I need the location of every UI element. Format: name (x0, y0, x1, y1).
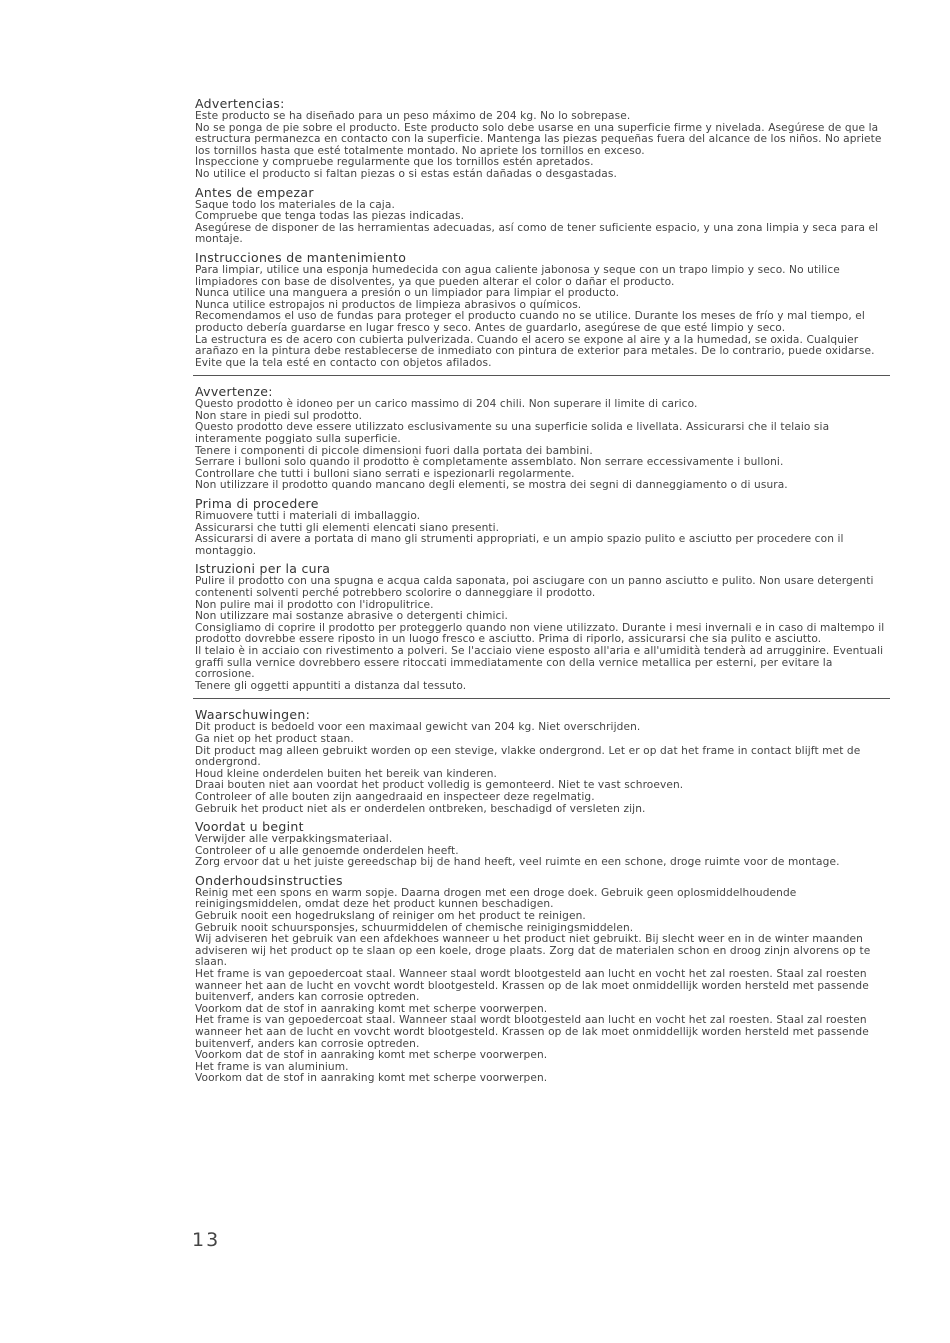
section (195, 561, 888, 692)
instruction-line: Tenere gli oggetti appuntiti a distanza dal tessuto. (195, 679, 467, 692)
section-heading: Avvertenze: (195, 384, 273, 400)
instruction-line: Het frame is van gepoedercoat staal. Wanneer staal wordt blootgesteld aan lucht en vocht het zal roesten. Staal zal roesten wanneer het aan de lucht en vovcht wordt blootgesteld. Krassen op de lak moet onmiddellijk worden hersteld met passende buitenverf, anders kan corrosie optreden. (195, 1014, 869, 1050)
instruction-line: No utilice el producto si faltan piezas o si estas están dañadas o desgastadas. (195, 167, 617, 180)
instruction-line: Non utilizzare il prodotto quando mancano degli elementi, se mostra dei segni di danneggiamento o di usura. (195, 479, 788, 492)
instruction-line: Ga niet op het product staan. (195, 732, 354, 745)
instruction-line: Questo prodotto deve essere utilizzato esclusivamente su una superficie solida e livellata. Assicurarsi che il telaio sia interamente poggiato sulla superficie. (195, 421, 830, 446)
instruction-line: Rimuovere tutti i materiali di imballaggio. (195, 510, 421, 523)
instruction-line: Controllare che tutti i bulloni siano serrati e ispezionarli regolarmente. (195, 467, 575, 480)
instruction-line: Consigliamo di coprire il prodotto per proteggerlo quando non viene utilizzato. Durante i mesi invernali e in caso di maltempo il prodotto dovrebbe essere riposto in un luogo fresco e asciutto. Prima di riporlo, assicurarsi che sia pulito e asciutto. (195, 621, 885, 646)
instruction-line: Gebruik nooit een hogedrukslang of reiniger om het product te reinigen. (195, 910, 586, 923)
instruction-line: Controleer of u alle genoemde onderdelen heeft. (195, 844, 459, 857)
instruction-line: Inspeccione y compruebe regularmente que los tornillos estén apretados. (195, 156, 594, 169)
instruction-line: Non utilizzare mai sostanze abrasive o detergenti chimici. (195, 610, 508, 623)
instruction-line: Assicurarsi che tutti gli elementi elencati siano presenti. (195, 521, 500, 534)
language-block-es (195, 96, 888, 369)
instruction-line: Wij adviseren het gebruik van een afdekhoes wanneer u het product niet gebruikt. Bij slecht weer en in de winter maanden adviseren wij het product op te slaan op een koele, droge plaats. Zorg dat de materialen schon en droog zinjn alvorens op te slaan. (195, 933, 871, 969)
section-heading: Instrucciones de mantenimiento (195, 249, 407, 265)
language-block-nl (195, 707, 888, 1085)
section (195, 384, 888, 492)
instruction-line: Saque todo los materiales de la caja. (195, 198, 395, 211)
section (195, 496, 888, 557)
instruction-line: Non stare in piedi sul prodotto. (195, 409, 363, 422)
instruction-line: Non pulire mai il prodotto con l'idropulitrice. (195, 598, 434, 611)
instruction-line: Houd kleine onderdelen buiten het bereik van kinderen. (195, 767, 497, 780)
section-heading: Advertencias: (195, 96, 285, 111)
instruction-line: Voorkom dat de stof in aanraking komt met scherpe voorwerpen. (195, 1049, 548, 1062)
section (195, 185, 888, 246)
instruction-line: Dit product is bedoeld voor een maximaal gewicht van 204 kg. Niet overschrijden. (195, 721, 641, 734)
instruction-line: Verwijder alle verpakkingsmateriaal. (195, 833, 393, 846)
section (195, 96, 888, 181)
instruction-line: Controleer of alle bouten zijn aangedraaid en inspecteer deze regelmatig. (195, 790, 595, 803)
instruction-line: Het frame is van aluminium. (195, 1060, 349, 1073)
instruction-line: Serrare i bulloni solo quando il prodotto è completamente assemblato. Non serrare eccessivamente i bulloni. (195, 456, 784, 469)
instruction-line: Nunca utilice estropajos ni productos de limpieza abrasivos o químicos. (195, 298, 582, 311)
instruction-line: Assicurarsi di avere a portata di mano gli strumenti appropriati, e un ampio spazio pulito e asciutto per procedere con il montaggio. (195, 533, 844, 557)
section-heading: Waarschuwingen: (195, 707, 311, 723)
section-heading: Onderhoudsinstructies (195, 872, 343, 888)
language-divider (193, 375, 890, 376)
instruction-line: Compruebe que tenga todas las piezas indicadas. (195, 210, 465, 223)
instruction-line: No se ponga de pie sobre el producto. Este producto solo debe usarse en una superficie firme y nivelada. Asegúrese de que la estructura permanezca en contacto con la superficie. Mantenga las piezas pequeñas fuera del alcance de los niños. No apriete los tornillos hasta que esté totalmente montado. No apriete los tornillos en exceso. (195, 121, 882, 157)
language-block-it (195, 384, 888, 692)
section-heading: Prima di procedere (195, 496, 319, 512)
language-divider (193, 698, 890, 699)
instruction-line: La estructura es de acero con cubierta pulverizada. Cuando el acero se expone al aire y a la humedad, se oxida. Cualquier arañazo en la pintura debe restablecerse de inmediato con pintura de exterior para metales. De lo contrario, puede oxidarse. Evite que la tela esté en contacto con objetos afilados. (195, 333, 875, 369)
instruction-line: Draai bouten niet aan voordat het product volledig is gemonteerd. Niet te vast schroeven. (195, 779, 684, 792)
instruction-line: Dit product mag alleen gebruikt worden op een stevige, vlakke ondergrond. Let er op dat het frame in contact blijft met de ondergrond. (195, 744, 861, 769)
instruction-line: Este producto se ha diseñado para un peso máximo de 204 kg. No lo sobrepase. (195, 110, 631, 122)
instruction-line: Il telaio è in acciaio con rivestimento a polveri. Se l'acciaio viene esposto all'aria e all'umidità tenderà ad arrugginire. Eventuali graffi sulla vernice dovrebbero essere ritoccati immediatamente con della vernice metallica per esterni, per evitare la corrosione. (195, 644, 884, 681)
section (195, 819, 888, 869)
instruction-line: Gebruik nooit schuursponsjes, schuurmiddelen of chemische reinigingsmiddelen. (195, 921, 634, 934)
page-content (195, 96, 888, 1085)
page-number: 13 (192, 1229, 221, 1251)
instruction-line: Tenere i componenti di piccole dimensioni fuori dalla portata dei bambini. (195, 444, 593, 457)
instruction-line: Voorkom dat de stof in aanraking komt met scherpe voorwerpen. (195, 1072, 548, 1085)
instruction-line: Het frame is van gepoedercoat staal. Wanneer staal wordt blootgesteld aan lucht en vocht het zal roesten. Staal zal roesten wanneer het aan de lucht en vovcht wordt blootgesteld. Krassen op de lak moet onmiddellijk worden hersteld met passende buitenverf, anders kan corrosie optreden. (195, 968, 869, 1004)
instruction-line: Pulire il prodotto con una spugna e acqua calda saponata, poi asciugare con un panno asciutto e pulito. Non usare detergenti contenenti solventi perché potrebbero scolorire o danneggiare il prodotto. (195, 575, 874, 599)
instruction-line: Questo prodotto è idoneo per un carico massimo di 204 chili. Non superare il limite di carico. (195, 398, 698, 411)
section-heading: Antes de empezar (195, 184, 314, 200)
section (195, 250, 888, 369)
section-heading: Istruzioni per la cura (195, 561, 331, 577)
instruction-line: Zorg ervoor dat u het juiste gereedschap bij de hand heeft, veel ruimte en een schone, droge ruimte voor de montage. (195, 856, 840, 869)
instruction-line: Nunca utilice una manguera a presión o un limpiador para limpiar el producto. (195, 287, 620, 300)
instruction-line: Para limpiar, utilice una esponja humedecida con agua caliente jabonosa y seque con un trapo limpio y seco. No utilice limpiadores con base de disolventes, ya que pueden alterar el color o dañar el producto. (195, 263, 840, 288)
instruction-line: Recomendamos el uso de fundas para proteger el producto cuando no se utilice. Durante los meses de frío y mal tiempo, el producto debería guardarse en lugar fresco y seco. Antes de guardarlo, asegúrese de que esté limpio y seco. (195, 310, 865, 334)
section-heading: Voordat u begint (195, 819, 304, 835)
section (195, 707, 888, 815)
section (195, 873, 888, 1085)
instruction-line: Gebruik het product niet als er onderdelen ontbreken, beschadigd of versleten zijn. (195, 802, 646, 815)
instruction-line: Voorkom dat de stof in aanraking komt met scherpe voorwerpen. (195, 1002, 548, 1015)
instruction-line: Reinig met een spons en warm sopje. Daarna drogen met een droge doek. Gebruik geen oplosmiddelhoudende reinigingsmiddelen, omdat deze het product kunnen beschadigen. (195, 886, 797, 911)
instruction-line: Asegúrese de disponer de las herramientas adecuadas, así como de tener suficiente espacio, y una zona limpia y seca para el montaje. (195, 221, 879, 246)
